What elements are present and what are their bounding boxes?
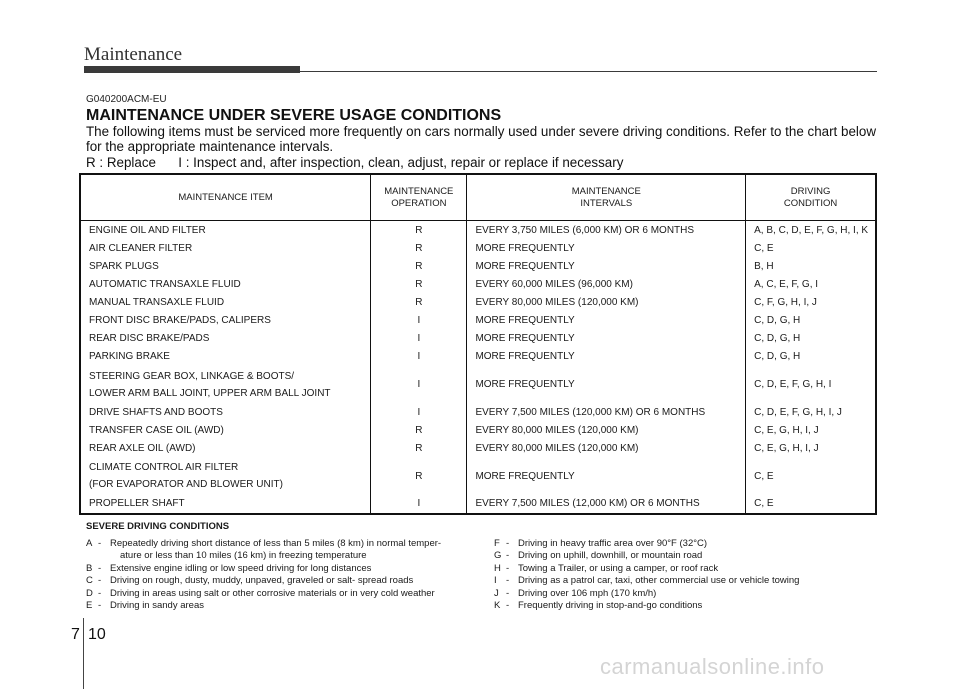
cell-operation: R: [371, 439, 467, 457]
condition-text: [518, 588, 799, 600]
cell-condition: C, E: [746, 239, 876, 257]
condition-text: [518, 550, 799, 562]
table-row: [80, 366, 876, 403]
table-header-row: [80, 174, 876, 221]
legend-text: R : Replace I : Inspect and, after inspection, clean, adjust, repair or replace if necessary: [86, 155, 624, 170]
cell-condition: C, D, G, H: [746, 348, 876, 366]
condition-dash: -: [506, 562, 510, 574]
page-number: 10: [88, 626, 106, 643]
cell-item: AIR CLEANER FILTER: [89, 242, 193, 254]
condition-key: D: [86, 587, 93, 599]
cell-interval: MORE FREQUENTLY: [467, 257, 746, 275]
cell-item: SPARK PLUGS: [89, 260, 159, 272]
table-row: [80, 221, 876, 240]
condition-key: B: [86, 562, 93, 574]
section-title: Maintenance: [84, 44, 183, 65]
cell-interval: EVERY 80,000 MILES (120,000 KM): [467, 439, 746, 457]
cell-operation: R: [371, 221, 467, 240]
condition-key: C: [86, 575, 93, 587]
cell-item: REAR DISC BRAKE/PADS: [89, 333, 210, 345]
condition-key: F: [494, 538, 500, 549]
cell-condition: C, F, G, H, I, J: [746, 293, 876, 311]
intro-paragraph: The following items must be serviced more frequently on cars normally used under severe driving conditions. Refer to the chart below for the appropriate maintenance intervals.: [86, 124, 876, 154]
cell-item: MANUAL TRANSAXLE FLUID: [89, 297, 225, 308]
table-row: [80, 275, 876, 293]
page-title: MAINTENANCE UNDER SEVERE USAGE CONDITIONS: [86, 107, 502, 124]
condition-text-line: Towing a Trailer, or using a camper, or roof rack: [518, 562, 719, 574]
condition-dash: -: [98, 538, 102, 549]
cell-item: AUTOMATIC TRANSAXLE FLUID: [89, 278, 241, 290]
cell-interval: EVERY 80,000 MILES (120,000 KM): [467, 293, 746, 311]
cell-item: [80, 366, 371, 403]
condition-text: [110, 575, 494, 587]
condition-text: [518, 538, 799, 550]
condition-text: [518, 600, 799, 612]
cell-item-line: STEERING GEAR BOX, LINKAGE & BOOTS/: [89, 370, 295, 382]
condition-item: [86, 563, 494, 575]
cell-operation: I: [371, 366, 467, 403]
title-rule: [300, 71, 877, 72]
cell-item: PARKING BRAKE: [89, 351, 170, 363]
condition-item: [494, 563, 799, 575]
cell-interval: MORE FREQUENTLY: [467, 239, 746, 257]
footer-divider: [83, 618, 84, 689]
severe-heading: SEVERE DRIVING CONDITIONS: [86, 521, 230, 532]
cell-condition: C, D, G, H: [746, 312, 876, 330]
condition-text: [110, 588, 494, 600]
table-row: [80, 421, 876, 439]
condition-dash: -: [506, 575, 510, 587]
cell-item: [80, 457, 371, 494]
chapter-number: 7: [71, 626, 80, 643]
cell-interval: MORE FREQUENTLY: [467, 330, 746, 348]
cell-operation: R: [371, 293, 467, 311]
cell-interval: EVERY 60,000 MILES (96,000 KM): [467, 275, 746, 293]
cell-operation: R: [371, 257, 467, 275]
condition-dash: -: [506, 550, 510, 562]
cell-condition: C, D, G, H: [746, 330, 876, 348]
cell-operation: R: [371, 275, 467, 293]
cell-interval: EVERY 7,500 MILES (120,000 KM) OR 6 MONTHS: [467, 403, 746, 421]
table-row: [80, 348, 876, 366]
condition-text-line: Driving on rough, dusty, muddy, unpaved, graveled or salt- spread roads: [110, 575, 414, 587]
table-row: [80, 257, 876, 275]
conditions-left: [86, 538, 494, 612]
condition-text: [518, 575, 799, 587]
header-operation: MAINTENANCE OPERATION: [371, 174, 467, 221]
condition-item: [494, 550, 799, 562]
condition-text-line: Extensive engine idling or low speed driving for long distances: [110, 562, 372, 574]
condition-key: K: [494, 600, 501, 612]
cell-interval: MORE FREQUENTLY: [467, 312, 746, 330]
condition-key: A: [86, 538, 93, 549]
condition-item: [86, 588, 494, 600]
cell-operation: I: [371, 495, 467, 514]
severe-conditions: [86, 521, 878, 612]
cell-operation: R: [371, 421, 467, 439]
cell-operation: I: [371, 348, 467, 366]
doc-code: G040200ACM-EU: [86, 94, 167, 105]
cell-condition: C, E, G, H, I, J: [746, 421, 876, 439]
cell-interval: MORE FREQUENTLY: [467, 366, 746, 403]
condition-dash: -: [98, 587, 102, 599]
cell-interval: EVERY 7,500 MILES (12,000 KM) OR 6 MONTHS: [467, 495, 746, 514]
condition-key: H: [494, 562, 501, 574]
table-row: [80, 495, 876, 514]
condition-key: E: [86, 600, 93, 612]
condition-item: [494, 575, 799, 587]
cell-interval: EVERY 3,750 MILES (6,000 KM) OR 6 MONTHS: [467, 221, 746, 240]
cell-item: ENGINE OIL AND FILTER: [89, 224, 206, 236]
cell-item: REAR AXLE OIL (AWD): [89, 442, 196, 454]
condition-text: [110, 563, 494, 575]
condition-key: G: [494, 550, 502, 562]
condition-text: [110, 538, 494, 563]
condition-item: [86, 600, 494, 612]
condition-dash: -: [98, 600, 102, 612]
table-row: [80, 239, 876, 257]
cell-interval: MORE FREQUENTLY: [467, 457, 746, 494]
condition-text-line: Driving in sandy areas: [110, 600, 204, 612]
cell-condition: C, E: [746, 457, 876, 494]
condition-text-line: Driving in heavy traffic area over 90°F (32°C): [518, 538, 708, 549]
condition-text-line: ature or less than 10 miles (16 km) in freezing temperature: [120, 550, 367, 562]
cell-condition: C, D, E, F, G, H, I: [746, 366, 876, 403]
cell-condition: C, D, E, F, G, H, I, J: [746, 403, 876, 421]
cell-operation: R: [371, 457, 467, 494]
condition-dash: -: [98, 562, 102, 574]
condition-item: [494, 538, 799, 550]
condition-item: [494, 600, 799, 612]
cell-item: TRANSFER CASE OIL (AWD): [89, 424, 224, 436]
condition-item: [86, 538, 494, 563]
cell-operation: I: [371, 330, 467, 348]
condition-dash: -: [506, 538, 510, 549]
cell-item: PROPELLER SHAFT: [89, 498, 185, 510]
condition-dash: -: [98, 575, 102, 587]
cell-condition: B, H: [746, 257, 876, 275]
cell-condition: A, C, E, F, G, I: [746, 275, 876, 293]
condition-item: [494, 588, 799, 600]
cell-operation: R: [371, 239, 467, 257]
cell-condition: C, E, G, H, I, J: [746, 439, 876, 457]
cell-item-line: CLIMATE CONTROL AIR FILTER: [89, 462, 239, 474]
cell-operation: I: [371, 312, 467, 330]
condition-dash: -: [506, 600, 510, 612]
table-row: [80, 439, 876, 457]
cell-operation: I: [371, 403, 467, 421]
condition-key: I: [494, 575, 497, 587]
header-intervals: MAINTENANCE INTERVALS: [467, 174, 746, 221]
condition-text: [110, 600, 494, 612]
condition-text-line: Driving over 106 mph (170 km/h): [518, 587, 657, 599]
condition-key: J: [494, 587, 499, 599]
condition-item: [86, 575, 494, 587]
conditions-right: [494, 538, 799, 612]
cell-condition: A, B, C, D, E, F, G, H, I, K: [746, 221, 876, 240]
cell-interval: MORE FREQUENTLY: [467, 348, 746, 366]
cell-condition: C, E: [746, 495, 876, 514]
cell-item-line: (FOR EVAPORATOR AND BLOWER UNIT): [89, 479, 283, 491]
table-row: [80, 312, 876, 330]
cell-item: FRONT DISC BRAKE/PADS, CALIPERS: [89, 315, 271, 327]
condition-text: [518, 563, 799, 575]
condition-text-line: Driving on uphill, downhill, or mountain road: [518, 550, 703, 562]
condition-text-line: Frequently driving in stop-and-go conditions: [518, 600, 703, 612]
maintenance-table: [79, 173, 877, 515]
condition-text-line: Driving as a patrol car, taxi, other commercial use or vehicle towing: [518, 575, 800, 587]
condition-text-line: Driving in areas using salt or other corrosive materials or in very cold weather: [110, 587, 435, 599]
table-row: [80, 403, 876, 421]
condition-dash: -: [506, 587, 510, 599]
table-row: [80, 293, 876, 311]
table-row: [80, 457, 876, 494]
header-condition: DRIVING CONDITION: [746, 174, 876, 221]
cell-item-line: LOWER ARM BALL JOINT, UPPER ARM BALL JOINT: [89, 387, 331, 399]
cell-item: DRIVE SHAFTS AND BOOTS: [89, 406, 223, 418]
header-item: MAINTENANCE ITEM: [80, 174, 371, 221]
watermark: carmanualsonline.info: [600, 654, 825, 679]
cell-interval: EVERY 80,000 MILES (120,000 KM): [467, 421, 746, 439]
title-bar: [84, 66, 300, 73]
condition-text-line: Repeatedly driving short distance of less than 5 miles (8 km) in normal temper-: [110, 538, 442, 549]
table-row: [80, 330, 876, 348]
